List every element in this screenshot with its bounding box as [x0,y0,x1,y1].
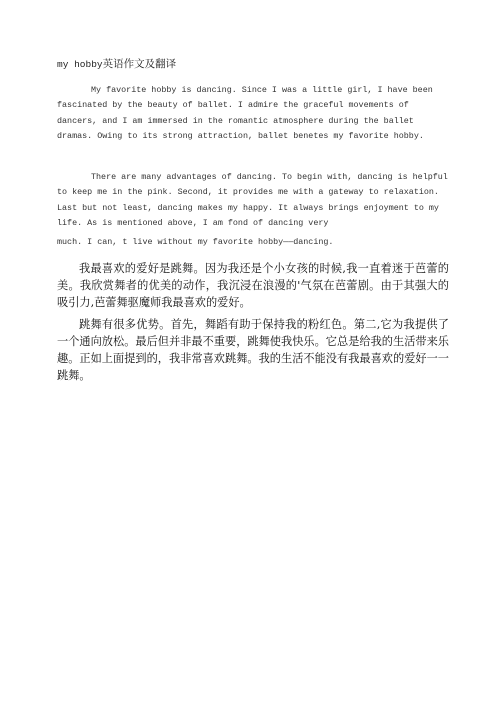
title-chinese-part: 英语作文及翻译 [102,58,177,70]
english-paragraph-2-body: There are many advantages of dancing. To begin with, dancing is helpful to keep me in the pink. Second, it provides me with a gateway to relaxation. Last but not least, dancing makes my happy. It always brings enjoyment to my life. As is mentioned above, I am fond of dancing very [57,172,448,228]
english-paragraph-2 [57,170,449,250]
chinese-paragraph-1: 我最喜欢的爱好是跳舞。因为我还是个小女孩的时候,我一直着迷于芭蕾的美。我欣赏舞者的优美的动作，我沉浸在浪漫的'气氛在芭蕾剧。由于其强大的吸引力,芭蕾舞驱魔师我最喜欢的爱好。 [57,262,449,309]
title-english-part: my hobby [57,59,103,70]
chinese-paragraph-2: 跳舞有很多优势。首先，舞蹈有助于保持我的粉红色。第二,它为我提供了一个通向放松。最后但并非最不重要，跳舞使我快乐。它总是给我的生活带来乐趣。正如上面提到的，我非常喜欢跳舞。我的生活不能没有我最喜欢的爱好一一跳舞。 [57,318,449,382]
english-paragraph-2-last-line: much. I can, t live without my favorite hobby——dancing. [57,237,334,248]
document-title [57,58,457,71]
english-paragraph-1: My favorite hobby is dancing. Since I was a little girl, I have been fascinated by the beauty of ballet. I admire the graceful movements of dancers, and I am immersed in the romantic atmosphere during the ballet dramas. Owing to its strong attraction, ballet benetes my favorite hobby. [57,85,433,141]
